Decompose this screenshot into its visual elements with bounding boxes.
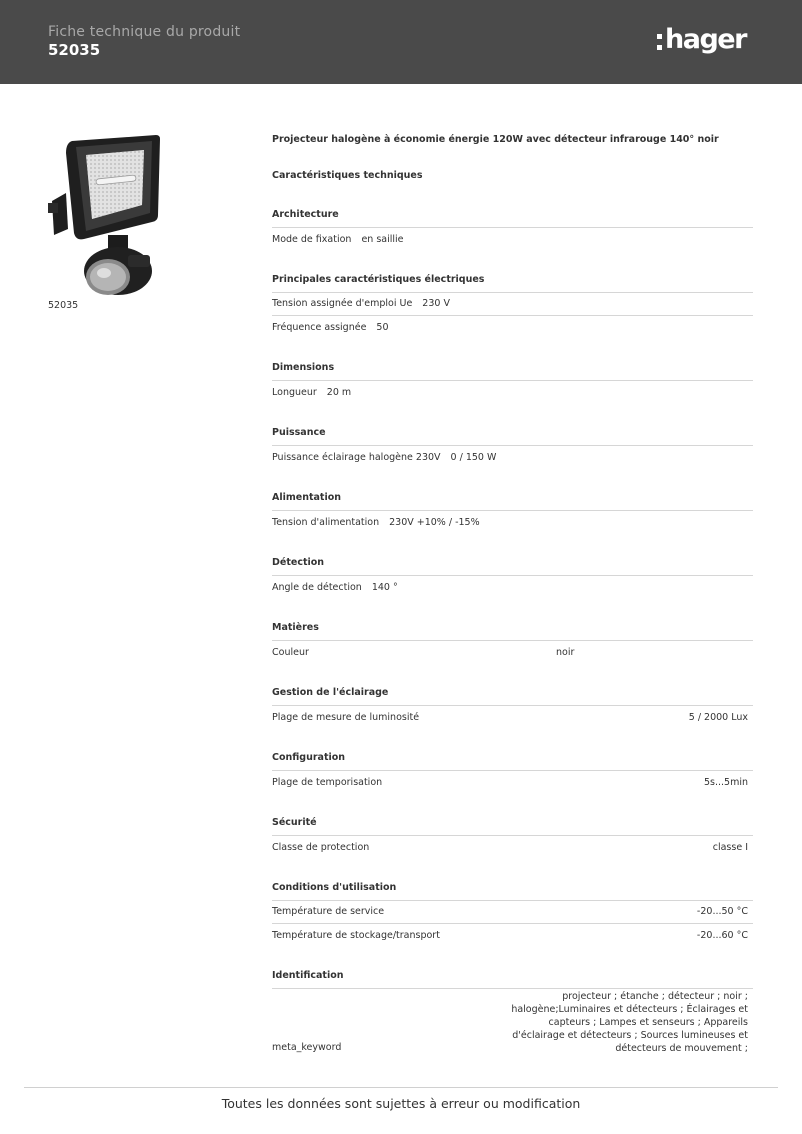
spec-label: Angle de détection [272, 582, 362, 593]
spec-value: 230V +10% / -15% [389, 517, 480, 528]
section-title: Principales caractéristiques électriques [272, 268, 753, 293]
spec-row [272, 381, 753, 404]
spec-row [272, 989, 753, 1061]
spec-value: classe I [712, 842, 748, 853]
spec-label: Fréquence assignée [272, 322, 367, 333]
spec-value: 20 m [326, 387, 352, 398]
spec-label: Tension assignée d'emploi Ue [272, 298, 413, 309]
section-configuration [272, 746, 753, 794]
spec-label: Plage de mesure de luminosité [272, 712, 420, 723]
spec-value: -20...60 °C [696, 930, 748, 941]
spec-value: projecteur ; étanche ; détecteur ; noir ; halogène;Luminaires et détecteurs ; Éclairages et capteurs ; Lampes et senseurs ; Appareils d'éclairage et détecteurs ; Sources lumineuses et détecteurs de mouvement ; [511, 991, 748, 1054]
section-title: Architecture [272, 203, 753, 228]
spec-label: Mode de fixation [272, 234, 352, 245]
image-caption: 52035 [48, 300, 79, 311]
spec-row [272, 228, 753, 251]
page-header [0, 0, 802, 84]
spec-label: Température de stockage/transport [272, 930, 440, 941]
section-conditions [272, 876, 753, 947]
spec-value: 230 V [422, 298, 450, 309]
section-title: Sécurité [272, 811, 753, 836]
section-gestion-eclairage [272, 681, 753, 729]
section-alimentation [272, 486, 753, 534]
header-reference: 52035 [48, 41, 101, 59]
section-title: Conditions d'utilisation [272, 876, 753, 901]
spec-row [272, 511, 753, 534]
section-matieres [272, 616, 753, 664]
spec-label: Température de service [272, 906, 385, 917]
spec-value: 50 [376, 322, 389, 333]
spec-value: 5 / 2000 Lux [688, 712, 748, 723]
spec-row [272, 924, 753, 947]
spec-value: en saillie [361, 234, 404, 245]
header-subtitle: Fiche technique du produit [48, 24, 241, 40]
spec-row [272, 316, 753, 339]
spec-row [272, 641, 753, 664]
footer-divider [24, 1087, 778, 1088]
section-title: Configuration [272, 746, 753, 771]
spec-label: Classe de protection [272, 842, 370, 853]
spec-value: 0 / 150 W [450, 452, 497, 463]
spec-value: -20...50 °C [696, 906, 748, 917]
section-securite [272, 811, 753, 859]
spec-value: 140 ° [371, 582, 398, 593]
spec-label: Couleur [272, 647, 309, 658]
spec-row [272, 706, 753, 729]
spec-label: Puissance éclairage halogène 230V [272, 452, 441, 463]
product-image [46, 131, 164, 299]
section-electrical [272, 268, 753, 339]
spec-label: Tension d'alimentation [272, 517, 380, 528]
section-detection [272, 551, 753, 599]
spec-row [272, 836, 753, 859]
logo-dots-icon [657, 34, 662, 50]
spec-row [272, 293, 753, 316]
section-title: Identification [272, 964, 753, 989]
section-puissance [272, 421, 753, 469]
spec-label: Plage de temporisation [272, 777, 383, 788]
section-title: Dimensions [272, 356, 753, 381]
hager-logo [657, 25, 746, 59]
spec-row [272, 771, 753, 794]
spec-value: noir [556, 647, 575, 658]
spec-row [272, 446, 753, 469]
spec-row [272, 901, 753, 924]
section-title: Détection [272, 551, 753, 576]
section-title: Matières [272, 616, 753, 641]
section-title: Puissance [272, 421, 753, 446]
spec-label: Longueur [272, 387, 317, 398]
spec-label: meta_keyword [272, 1042, 342, 1053]
section-dimensions [272, 356, 753, 404]
spec-row [272, 576, 753, 599]
section-architecture [272, 203, 753, 251]
product-title: Projecteur halogène à économie énergie 120W avec détecteur infrarouge 140° noir [272, 134, 719, 145]
spec-value: 5s...5min [703, 777, 748, 788]
section-identification [272, 964, 753, 1061]
footer-disclaimer: Toutes les données sont sujettes à erreur ou modification [221, 1096, 581, 1111]
section-title: Gestion de l'éclairage [272, 681, 753, 706]
tech-heading: Caractéristiques techniques [272, 170, 423, 181]
section-title: Alimentation [272, 486, 753, 511]
logo-word: hager [665, 24, 746, 55]
spec-content [272, 130, 753, 1061]
